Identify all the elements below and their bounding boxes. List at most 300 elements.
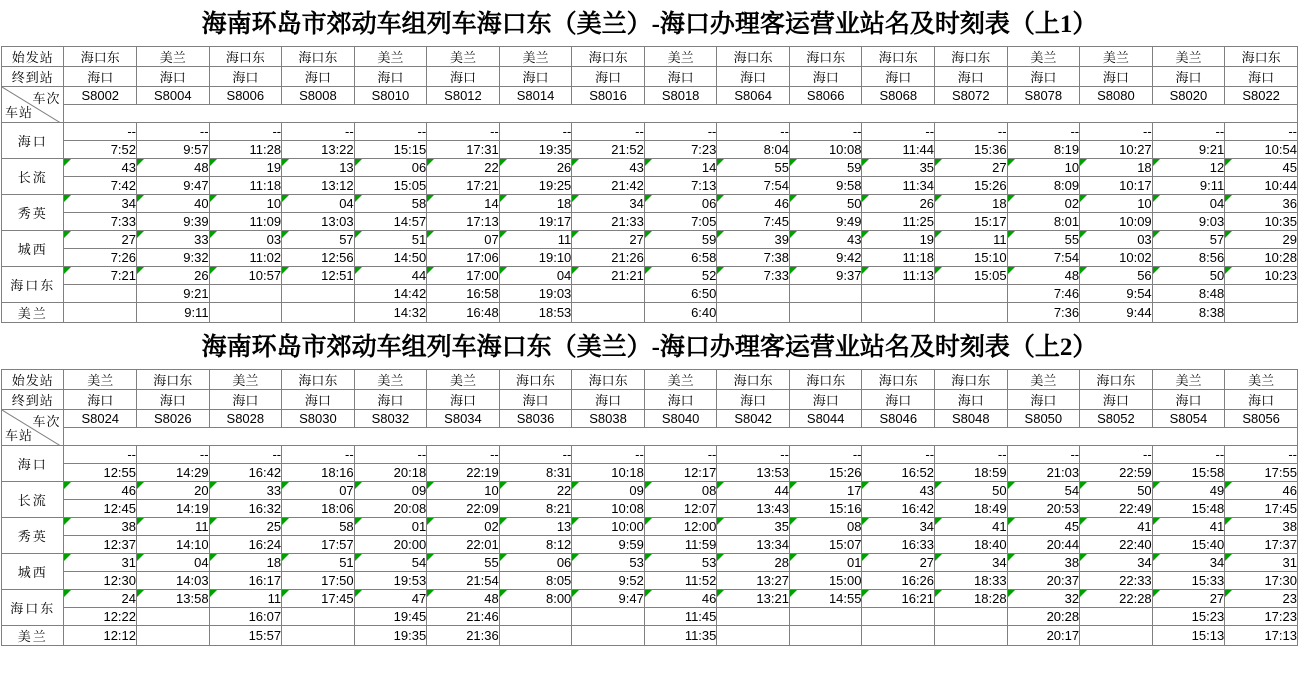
station-name: 海口	[2, 123, 64, 159]
arrival-time: --	[137, 123, 210, 141]
arrival-time: 9:47	[572, 590, 645, 608]
arrival-time: 31	[1225, 554, 1298, 572]
arrival-time: --	[1225, 446, 1298, 464]
arrival-time: 11	[499, 231, 572, 249]
train-no-label: 车次	[32, 414, 61, 429]
departure-time	[209, 285, 282, 303]
corner-header	[2, 410, 64, 446]
arrival-time: 41	[935, 518, 1008, 536]
origin-cell: 海口东	[209, 47, 282, 67]
departure-time: 19:45	[354, 608, 427, 626]
table-row	[2, 590, 1298, 608]
arrival-time: 34	[1080, 554, 1153, 572]
terminus-cell: 海口	[209, 390, 282, 410]
arrival-time: 7:33	[717, 267, 790, 285]
arrival-time: 02	[427, 518, 500, 536]
terminus-cell: 海口	[1007, 390, 1080, 410]
arrival-time: 20:17	[1007, 626, 1080, 646]
arrival-time: 33	[137, 231, 210, 249]
departure-time: 13:27	[717, 572, 790, 590]
arrival-time: 24	[64, 590, 137, 608]
origin-label: 始发站	[2, 370, 64, 390]
terminus-cell: 海口	[1225, 390, 1298, 410]
departure-time: 11:18	[209, 177, 282, 195]
arrival-time: 18:53	[499, 303, 572, 323]
table-row	[2, 159, 1298, 177]
train-number: S8008	[282, 87, 355, 105]
arrival-time: 35	[717, 518, 790, 536]
train-number: S8056	[1225, 410, 1298, 428]
arrival-time: 38	[1007, 554, 1080, 572]
origin-row	[2, 47, 1298, 67]
departure-time: 15:26	[789, 464, 862, 482]
departure-time: 15:05	[354, 177, 427, 195]
arrival-time	[789, 303, 862, 323]
train-number: S8018	[644, 87, 717, 105]
departure-time: 17:50	[282, 572, 355, 590]
train-number: S8080	[1080, 87, 1153, 105]
arrival-time: 57	[282, 231, 355, 249]
departure-time: 16:17	[209, 572, 282, 590]
terminus-cell: 海口	[862, 390, 935, 410]
arrival-time: 11:13	[862, 267, 935, 285]
station-label: 车站	[5, 428, 34, 443]
origin-cell: 美兰	[1007, 47, 1080, 67]
table-row	[2, 464, 1298, 482]
origin-cell: 美兰	[644, 47, 717, 67]
arrival-time: 19:35	[354, 626, 427, 646]
station-name: 长流	[2, 159, 64, 195]
arrival-time	[209, 303, 282, 323]
arrival-time: 13:21	[717, 590, 790, 608]
departure-time: 8:19	[1007, 141, 1080, 159]
table-row	[2, 195, 1298, 213]
departure-time: 10:08	[789, 141, 862, 159]
train-number: S8002	[64, 87, 137, 105]
terminus-cell: 海口	[644, 390, 717, 410]
corner-header	[2, 87, 64, 123]
departure-time	[499, 608, 572, 626]
station-name: 海口东	[2, 590, 64, 626]
departure-time: 18:06	[282, 500, 355, 518]
arrival-time: 44	[354, 267, 427, 285]
departure-time: 10:18	[572, 464, 645, 482]
arrival-time: 06	[499, 554, 572, 572]
departure-time: 21:03	[1007, 464, 1080, 482]
terminus-cell: 海口	[1080, 67, 1153, 87]
arrival-time: 12	[1152, 159, 1225, 177]
terminus-row	[2, 67, 1298, 87]
departure-time: 16:24	[209, 536, 282, 554]
arrival-time: 38	[64, 518, 137, 536]
terminus-cell: 海口	[862, 67, 935, 87]
departure-time: 11:59	[644, 536, 717, 554]
train-number: S8040	[644, 410, 717, 428]
arrival-time	[1225, 303, 1298, 323]
arrival-time: 9:11	[137, 303, 210, 323]
train-number: S8072	[935, 87, 1008, 105]
arrival-time	[717, 626, 790, 646]
terminus-label: 终到站	[2, 390, 64, 410]
departure-time: 16:26	[862, 572, 935, 590]
departure-time: 10:44	[1225, 177, 1298, 195]
arrival-time: 13	[499, 518, 572, 536]
arrival-time: 52	[644, 267, 717, 285]
train-number: S8028	[209, 410, 282, 428]
arrival-time: --	[1007, 123, 1080, 141]
departure-time: 21:52	[572, 141, 645, 159]
departure-time: 14:57	[354, 213, 427, 231]
train-number: S8012	[427, 87, 500, 105]
departure-time: 10:28	[1225, 249, 1298, 267]
train-number: S8046	[862, 410, 935, 428]
arrival-time: 31	[64, 554, 137, 572]
origin-cell: 海口东	[862, 47, 935, 67]
arrival-time: 26	[862, 195, 935, 213]
arrival-time: --	[1152, 446, 1225, 464]
arrival-time: 39	[717, 231, 790, 249]
arrival-time: 03	[209, 231, 282, 249]
departure-time: 10:35	[1225, 213, 1298, 231]
arrival-time: 18	[1080, 159, 1153, 177]
arrival-time: 27	[1152, 590, 1225, 608]
departure-time: 12:45	[64, 500, 137, 518]
departure-time: 16:42	[862, 500, 935, 518]
origin-cell: 海口东	[717, 370, 790, 390]
arrival-time: 45	[1007, 518, 1080, 536]
arrival-time: --	[935, 123, 1008, 141]
departure-time: 20:08	[354, 500, 427, 518]
origin-cell: 美兰	[1225, 370, 1298, 390]
terminus-label: 终到站	[2, 67, 64, 87]
origin-cell: 海口东	[64, 47, 137, 67]
departure-time: 6:58	[644, 249, 717, 267]
arrival-time: 59	[644, 231, 717, 249]
table-row	[2, 572, 1298, 590]
arrival-time: 34	[64, 195, 137, 213]
arrival-time: 9:44	[1080, 303, 1153, 323]
terminus-cell: 海口	[935, 67, 1008, 87]
arrival-time: --	[789, 123, 862, 141]
departure-time: 8:04	[717, 141, 790, 159]
departure-time: 17:13	[427, 213, 500, 231]
train-number: S8024	[64, 410, 137, 428]
departure-time: 22:09	[427, 500, 500, 518]
station-name: 城西	[2, 554, 64, 590]
train-no-label: 车次	[32, 91, 61, 106]
terminus-cell: 海口	[64, 390, 137, 410]
terminus-row	[2, 390, 1298, 410]
arrival-time: 46	[1225, 482, 1298, 500]
table-row	[2, 141, 1298, 159]
arrival-time: --	[717, 123, 790, 141]
departure-time: 8:21	[499, 500, 572, 518]
departure-time: 13:53	[717, 464, 790, 482]
departure-time: 17:31	[427, 141, 500, 159]
departure-time: 7:42	[64, 177, 137, 195]
departure-time: 8:31	[499, 464, 572, 482]
arrival-time: 02	[1007, 195, 1080, 213]
arrival-time: --	[209, 123, 282, 141]
departure-time: 9:39	[137, 213, 210, 231]
departure-time: 10:02	[1080, 249, 1153, 267]
origin-cell: 海口东	[1080, 370, 1153, 390]
arrival-time: 18	[209, 554, 282, 572]
arrival-time: 27	[64, 231, 137, 249]
train-number: S8066	[789, 87, 862, 105]
arrival-time: 11	[137, 518, 210, 536]
departure-time: 9:59	[572, 536, 645, 554]
departure-time: 21:54	[427, 572, 500, 590]
departure-time: 11:52	[644, 572, 717, 590]
departure-time: 9:11	[1152, 177, 1225, 195]
arrival-time	[789, 626, 862, 646]
arrival-time: 34	[862, 518, 935, 536]
departure-time: 20:44	[1007, 536, 1080, 554]
departure-time: 16:33	[862, 536, 935, 554]
train-number: S8044	[789, 410, 862, 428]
arrival-time: 21:36	[427, 626, 500, 646]
terminus-cell: 海口	[789, 67, 862, 87]
page-title-1: 海南环岛市郊动车组列车海口东（美兰）-海口办理客运营业站名及时刻表（上1）	[201, 11, 1098, 38]
departure-time: 7:23	[644, 141, 717, 159]
departure-time	[572, 608, 645, 626]
arrival-time: 01	[789, 554, 862, 572]
arrival-time: --	[499, 446, 572, 464]
station-name: 秀英	[2, 518, 64, 554]
departure-time: 17:23	[1225, 608, 1298, 626]
station-name: 海口东	[2, 267, 64, 303]
departure-time	[1080, 608, 1153, 626]
arrival-time: 43	[572, 159, 645, 177]
arrival-time: 51	[282, 554, 355, 572]
origin-cell: 海口东	[789, 47, 862, 67]
arrival-time: 19	[209, 159, 282, 177]
terminus-cell: 海口	[282, 67, 355, 87]
arrival-time	[64, 303, 137, 323]
arrival-time: 17:13	[1225, 626, 1298, 646]
origin-cell: 美兰	[427, 370, 500, 390]
departure-time: 12:30	[64, 572, 137, 590]
arrival-time: 54	[354, 554, 427, 572]
arrival-time: --	[644, 446, 717, 464]
departure-time: 11:34	[862, 177, 935, 195]
departure-time: 11:09	[209, 213, 282, 231]
departure-time: 17:37	[1225, 536, 1298, 554]
arrival-time: --	[427, 446, 500, 464]
departure-time: 15:40	[1152, 536, 1225, 554]
departure-time: 9:42	[789, 249, 862, 267]
arrival-time: 04	[137, 554, 210, 572]
timetable-1	[1, 46, 1298, 323]
departure-time: 12:55	[64, 464, 137, 482]
arrival-time: 09	[572, 482, 645, 500]
departure-time: 15:10	[935, 249, 1008, 267]
arrival-time: 33	[209, 482, 282, 500]
arrival-time: --	[499, 123, 572, 141]
arrival-time: 53	[644, 554, 717, 572]
arrival-time: --	[1007, 446, 1080, 464]
departure-time: 19:03	[499, 285, 572, 303]
arrival-time: --	[862, 123, 935, 141]
train-number: S8068	[862, 87, 935, 105]
arrival-time: 26	[137, 267, 210, 285]
arrival-time: 50	[935, 482, 1008, 500]
arrival-time: 7:36	[1007, 303, 1080, 323]
origin-cell: 海口东	[572, 370, 645, 390]
departure-time: 21:46	[427, 608, 500, 626]
arrival-time: 51	[354, 231, 427, 249]
train-number: S8030	[282, 410, 355, 428]
station-name: 秀英	[2, 195, 64, 231]
arrival-time: --	[282, 123, 355, 141]
origin-cell: 海口东	[282, 47, 355, 67]
arrival-time: --	[209, 446, 282, 464]
arrival-time	[572, 626, 645, 646]
arrival-time: --	[354, 123, 427, 141]
departure-time	[282, 608, 355, 626]
arrival-time	[499, 626, 572, 646]
origin-cell: 美兰	[1152, 370, 1225, 390]
origin-cell: 美兰	[427, 47, 500, 67]
arrival-time: 16:48	[427, 303, 500, 323]
departure-time: 17:55	[1225, 464, 1298, 482]
terminus-cell: 海口	[209, 67, 282, 87]
terminus-cell: 海口	[499, 67, 572, 87]
arrival-time: 11:35	[644, 626, 717, 646]
departure-time	[789, 285, 862, 303]
train-number: S8036	[499, 410, 572, 428]
departure-time: 10:09	[1080, 213, 1153, 231]
arrival-time: 15:05	[935, 267, 1008, 285]
departure-time: 11:18	[862, 249, 935, 267]
departure-time: 9:52	[572, 572, 645, 590]
terminus-cell: 海口	[1080, 390, 1153, 410]
station-name: 美兰	[2, 303, 64, 323]
departure-time: 12:07	[644, 500, 717, 518]
departure-time: 9:58	[789, 177, 862, 195]
departure-time: 20:18	[354, 464, 427, 482]
departure-time: 9:49	[789, 213, 862, 231]
table-row	[2, 482, 1298, 500]
arrival-time: 10	[1007, 159, 1080, 177]
arrival-time: --	[789, 446, 862, 464]
departure-time: 10:08	[572, 500, 645, 518]
arrival-time: --	[644, 123, 717, 141]
arrival-time	[282, 626, 355, 646]
departure-time: 15:07	[789, 536, 862, 554]
departure-time: 15:16	[789, 500, 862, 518]
departure-time: 11:25	[862, 213, 935, 231]
arrival-time: 49	[1152, 482, 1225, 500]
station-name: 美兰	[2, 626, 64, 646]
departure-time	[282, 285, 355, 303]
arrival-time: 8:00	[499, 590, 572, 608]
departure-time: 18:33	[935, 572, 1008, 590]
origin-cell: 美兰	[1080, 47, 1153, 67]
train-number: S8078	[1007, 87, 1080, 105]
train-number: S8032	[354, 410, 427, 428]
arrival-time: 59	[789, 159, 862, 177]
departure-time: 7:13	[644, 177, 717, 195]
arrival-time: --	[137, 446, 210, 464]
departure-time: 11:02	[209, 249, 282, 267]
arrival-time: 46	[64, 482, 137, 500]
terminus-cell: 海口	[1152, 67, 1225, 87]
arrival-time: 10	[427, 482, 500, 500]
departure-time: 9:21	[1152, 141, 1225, 159]
spacer-row	[2, 105, 1298, 123]
arrival-time: 46	[644, 590, 717, 608]
departure-time: 16:32	[209, 500, 282, 518]
departure-time: 22:59	[1080, 464, 1153, 482]
arrival-time: 50	[789, 195, 862, 213]
arrival-time	[935, 626, 1008, 646]
spacer-cell	[64, 428, 1298, 446]
departure-time: 9:57	[137, 141, 210, 159]
arrival-time: 04	[282, 195, 355, 213]
station-name: 海口	[2, 446, 64, 482]
departure-time: 8:09	[1007, 177, 1080, 195]
table-row	[2, 123, 1298, 141]
arrival-time: 07	[427, 231, 500, 249]
arrival-time: 03	[1080, 231, 1153, 249]
departure-time: 14:29	[137, 464, 210, 482]
departure-time	[935, 285, 1008, 303]
terminus-cell: 海口	[789, 390, 862, 410]
origin-cell: 海口东	[499, 370, 572, 390]
origin-cell: 海口东	[1225, 47, 1298, 67]
departure-time: 11:44	[862, 141, 935, 159]
train-number: S8006	[209, 87, 282, 105]
departure-time: 9:03	[1152, 213, 1225, 231]
arrival-time	[282, 303, 355, 323]
departure-time: 16:52	[862, 464, 935, 482]
arrival-time: 46	[717, 195, 790, 213]
arrival-time: 11	[209, 590, 282, 608]
table-row	[2, 303, 1298, 323]
departure-time: 10:17	[1080, 177, 1153, 195]
departure-time: 13:22	[282, 141, 355, 159]
origin-cell: 海口东	[935, 47, 1008, 67]
arrival-time: 21:21	[572, 267, 645, 285]
departure-time	[717, 608, 790, 626]
departure-time: 19:10	[499, 249, 572, 267]
departure-time: 17:21	[427, 177, 500, 195]
arrival-time: 19	[862, 231, 935, 249]
arrival-time: 04	[499, 267, 572, 285]
arrival-time: 56	[1080, 267, 1153, 285]
terminus-cell: 海口	[717, 390, 790, 410]
train-number: S8020	[1152, 87, 1225, 105]
arrival-time: 14:55	[789, 590, 862, 608]
train-number: S8016	[572, 87, 645, 105]
arrival-time: 14:32	[354, 303, 427, 323]
terminus-cell: 海口	[499, 390, 572, 410]
arrival-time: 13:58	[137, 590, 210, 608]
arrival-time: --	[427, 123, 500, 141]
departure-time: 6:50	[644, 285, 717, 303]
arrival-time: 13	[282, 159, 355, 177]
arrival-time: 55	[427, 554, 500, 572]
origin-cell: 海口东	[717, 47, 790, 67]
arrival-time: 47	[354, 590, 427, 608]
terminus-cell: 海口	[572, 67, 645, 87]
departure-time: 15:00	[789, 572, 862, 590]
arrival-time: --	[282, 446, 355, 464]
departure-time: 8:56	[1152, 249, 1225, 267]
spacer-row	[2, 428, 1298, 446]
